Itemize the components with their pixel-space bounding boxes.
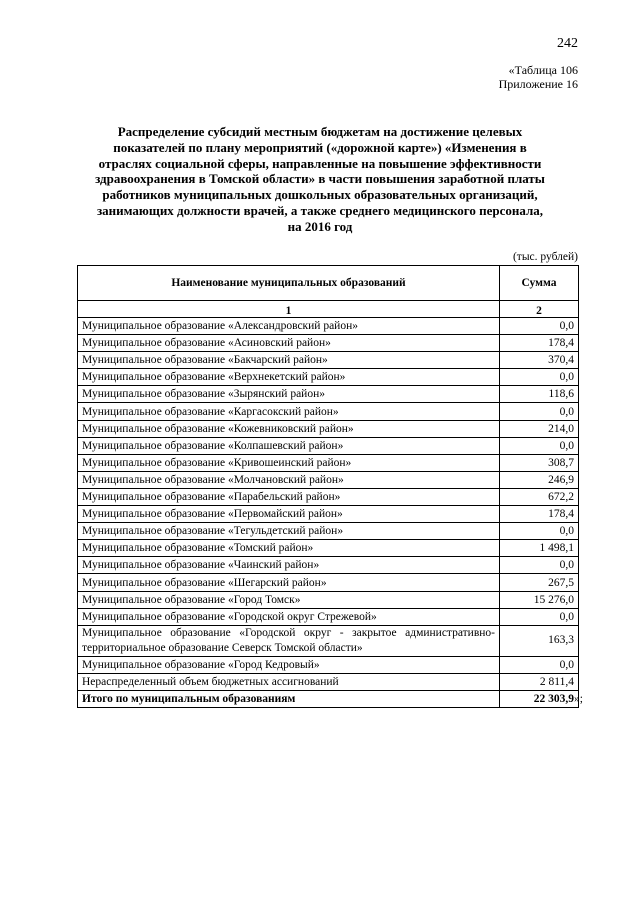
- municipality-name: Нераспределенный объем бюджетных ассигнований: [78, 673, 500, 690]
- table-row: [78, 557, 579, 574]
- header-name: Наименование муниципальных образований: [78, 266, 500, 301]
- amount: 0,0: [500, 403, 579, 420]
- total-label: Итого по муниципальным образованиям: [78, 690, 500, 707]
- amount: 214,0: [500, 420, 579, 437]
- municipality-name: Муниципальное образование «Первомайский район»: [78, 506, 500, 523]
- municipality-name: Муниципальное образование «Кривошеинский район»: [78, 454, 500, 471]
- municipality-name: Муниципальное образование «Шегарский район»: [78, 574, 500, 591]
- table-row: [78, 386, 579, 403]
- municipality-name: Муниципальное образование «Асиновский район»: [78, 335, 500, 352]
- table-row: [78, 454, 579, 471]
- amount: 1 498,1: [500, 540, 579, 557]
- amount: 0,0: [500, 608, 579, 625]
- table-row: [78, 318, 579, 335]
- amount: 178,4: [500, 335, 579, 352]
- column-number-2: 2: [500, 301, 579, 318]
- table-row: [78, 437, 579, 454]
- total-amount: 22 303,9: [533, 692, 574, 705]
- municipality-name: Муниципальное образование «Город Томск»: [78, 591, 500, 608]
- total-row: [78, 690, 579, 707]
- amount: 267,5: [500, 574, 579, 591]
- table-row: [78, 352, 579, 369]
- units-label: (тыс. рублей): [512, 251, 578, 263]
- title-line: занимающих должности врачей, а также среднего медицинского персонала,: [96, 202, 544, 218]
- title-line: отраслях социальной сферы, направленные на повышение эффективности: [98, 155, 542, 171]
- amount: 15 276,0: [500, 591, 579, 608]
- municipality-name: Муниципальное образование «Тегульдетский район»: [78, 523, 500, 540]
- table-row: [78, 420, 579, 437]
- title-line: Распределение субсидий местным бюджетам на достижение целевых: [117, 124, 523, 139]
- amount: 0,0: [500, 369, 579, 386]
- title-line: на 2016 год: [287, 218, 353, 234]
- appendix-reference: Приложение 16: [498, 77, 578, 91]
- municipality-name: Муниципальное образование «Томский район»: [78, 540, 500, 557]
- amount: 0,0: [500, 523, 579, 540]
- table-row: [78, 608, 579, 625]
- annex-reference: [0, 63, 578, 91]
- amount: 178,4: [500, 506, 579, 523]
- closing-quote: »;: [574, 692, 583, 705]
- amount: 0,0: [500, 318, 579, 335]
- table-row: [78, 369, 579, 386]
- municipality-name: Муниципальное образование «Город Кедровый»: [78, 656, 500, 673]
- amount: 672,2: [500, 488, 579, 505]
- municipality-name: Муниципальное образование «Парабельский район»: [78, 488, 500, 505]
- title-line: работников муниципальных дошкольных образовательных организаций,: [102, 187, 538, 203]
- amount: 163,3: [500, 625, 579, 656]
- total-amount-cell: [500, 690, 583, 707]
- municipality-name: Муниципальное образование «Колпашевский район»: [78, 437, 500, 454]
- table-header-row: [78, 266, 579, 301]
- amount: 0,0: [500, 656, 579, 673]
- column-number-1: 1: [78, 301, 500, 318]
- title-line: здравоохранения в Томской области» в части повышения заработной платы: [95, 171, 545, 187]
- municipality-name: Муниципальное образование «Городской округ Стрежевой»: [78, 608, 500, 625]
- amount: 118,6: [500, 386, 579, 403]
- table-row: [78, 574, 579, 591]
- table-row: [78, 656, 579, 673]
- column-number-row: [78, 301, 579, 318]
- table-row: [78, 506, 579, 523]
- table-row: [78, 523, 579, 540]
- municipality-name: Муниципальное образование «Зырянский район»: [78, 386, 500, 403]
- municipality-name: Муниципальное образование «Кожевниковский район»: [78, 420, 500, 437]
- amount: 0,0: [500, 437, 579, 454]
- municipality-name: Муниципальное образование «Верхнекетский район»: [78, 369, 500, 386]
- table-row: [78, 591, 579, 608]
- amount: 370,4: [500, 352, 579, 369]
- title-line: показателей по плану мероприятий («дорожной карте») «Изменения в: [113, 139, 527, 155]
- municipality-name: Муниципальное образование «Александровский район»: [78, 318, 500, 335]
- amount: 246,9: [500, 471, 579, 488]
- municipality-name: Муниципальное образование «Городской округ - закрытое административно-территориальное образование Северск Томской области»: [78, 625, 500, 656]
- municipality-name: Муниципальное образование «Молчановский район»: [78, 471, 500, 488]
- table-row: [78, 625, 579, 656]
- table-row: [78, 403, 579, 420]
- total-amount-wrap: [533, 692, 583, 705]
- municipality-name: Муниципальное образование «Чаинский район»: [78, 557, 500, 574]
- table-row: [78, 673, 579, 690]
- page-number: 242: [557, 36, 578, 51]
- amount: 0,0: [500, 557, 579, 574]
- table-row: [78, 488, 579, 505]
- table-row: [78, 471, 579, 488]
- amount: 308,7: [500, 454, 579, 471]
- table-row: [78, 335, 579, 352]
- municipality-name: Муниципальное образование «Бакчарский район»: [78, 352, 500, 369]
- document-title: [75, 124, 565, 235]
- municipality-name: Муниципальное образование «Каргасокский район»: [78, 403, 500, 420]
- table-reference: «Таблица 106: [508, 63, 578, 77]
- header-sum: Сумма: [500, 266, 579, 301]
- amount: 2 811,4: [500, 673, 579, 690]
- subsidy-table: [77, 265, 583, 708]
- table-row: [78, 540, 579, 557]
